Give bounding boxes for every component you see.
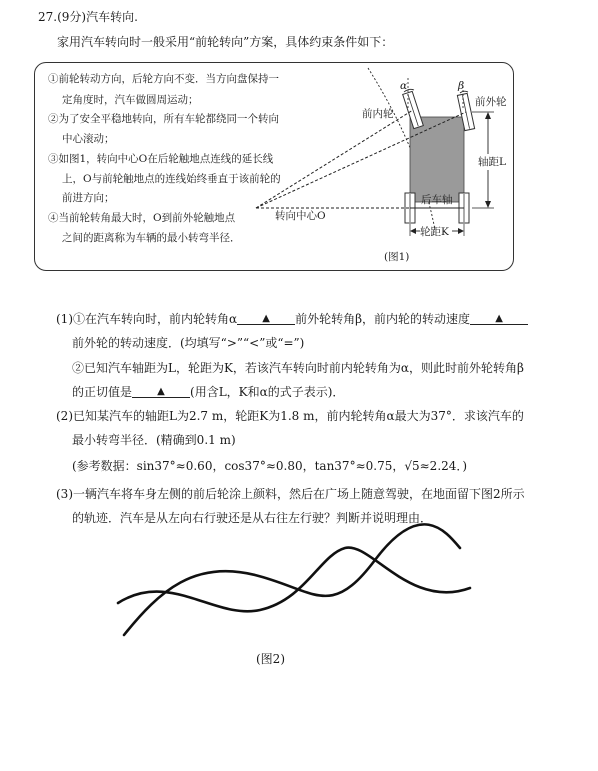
label-track: 轮距K [420,226,449,238]
part-1-line-3: ②已知汽车轴距为L，轮距为K，若该汽车转向时前内轮转角为α，则此时前外轮转角β [72,361,524,375]
track-line-rear [118,547,470,611]
blank-marker: ▲ [262,313,270,324]
label-front-outer: 前外轮 [475,96,507,108]
track-line-front [124,524,460,635]
part-1-text-c: 的正切值是 [72,385,133,399]
question-intro: 家用汽车转向时一般采用“前轮转向”方案，具体约束条件如下： [57,35,394,49]
condition-line: 上，O与前轮触地点的连线始终垂直于该前轮的 [62,173,281,185]
condition-line: ①前轮转动方向，后轮方向不变．当方向盘保持一 [48,73,279,85]
condition-line: ②为了安全平稳地转向，所有车轮都绕同一个转向 [48,113,279,125]
label-alpha: α [400,80,408,92]
label-rear-axle: 后车轴 [421,194,453,206]
blank-marker: ▲ [157,386,165,397]
part-2-line-1: (2)已知某汽车的轴距L为2.7 m，轮距K为1.8 m，前内轮转角α最大为37°．求该汽车的 [56,409,524,423]
figure-1-caption: (图1) [384,251,410,263]
part-1-text-b: 前外轮转角β，前内轮的转动速度 [295,312,471,326]
blank-marker: ▲ [495,313,503,324]
condition-line: 定角度时，汽车做圆周运动； [62,94,199,106]
part-2-reference: (参考数据：sin37°≈0.60，cos37°≈0.80，tan37°≈0.75，√5≈2.24．) [72,459,468,473]
part-3-line-2: 的轨迹．汽车是从左向右行驶还是从右往左行驶？判断并说明理由． [72,511,433,525]
label-front-inner: 前内轮 [362,108,394,120]
condition-line: 前进方向； [62,192,115,204]
part-2-line-2: 最小转弯半径．(精确到0.1 m) [72,433,236,447]
part-1-text-a: (1)①在汽车转向时，前内轮转角α [56,312,238,326]
figure-2-caption: (图2) [256,652,285,666]
label-turning-center: 转向中心O [275,210,326,222]
condition-line: ④当前轮转角最大时，O到前外轮触地点 [48,212,236,224]
condition-line: 之间的距离称为车辆的最小转弯半径． [62,232,241,244]
label-wheelbase: 轴距L [478,156,506,168]
part-1-text-d: (用含L，K和α的式子表示)． [190,385,345,399]
part-1-line-2: 前外轮的转动速度．(均填写“>”“<”或“=”) [72,336,305,350]
part-3-line-1: (3)一辆汽车将车身左侧的前后轮涂上颜料，然后在广场上随意驾驶，在地面留下图2所示 [56,487,525,501]
label-beta: β [458,80,465,92]
question-title: 27.(9分)汽车转向. [38,10,138,24]
condition-line: 中心滚动； [62,133,115,145]
condition-line: ③如图1，转向中心O在后轮触地点连线的延长线 [48,153,274,165]
